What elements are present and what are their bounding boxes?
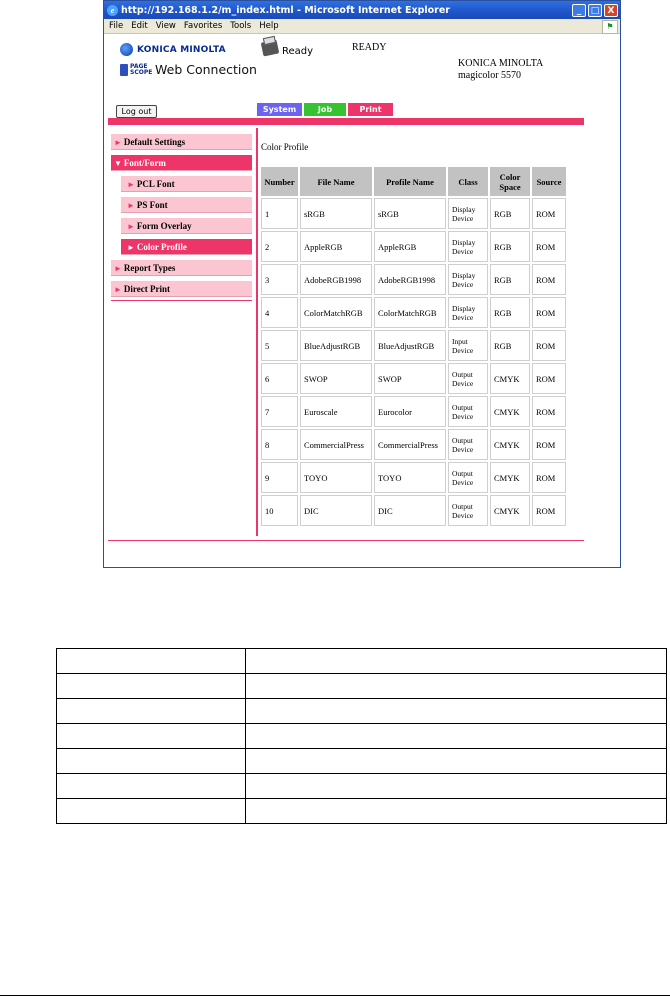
empty-cell <box>57 799 246 824</box>
cell-profile-name: ColorMatchRGB <box>374 297 446 328</box>
cell-color-space: CMYK <box>490 495 530 526</box>
cell-file-name: AdobeRGB1998 <box>300 264 372 295</box>
cell-class: Output Device <box>448 396 488 427</box>
table-row <box>57 724 667 749</box>
cell-source: ROM <box>532 429 566 460</box>
pagescope-icon <box>120 64 128 76</box>
arrow-right-icon: ► <box>127 243 135 252</box>
cell-number: 8 <box>261 429 298 460</box>
table-header-row <box>261 167 566 196</box>
cell-number: 6 <box>261 363 298 394</box>
menu-help[interactable]: Help <box>259 21 279 31</box>
table-row <box>261 495 566 526</box>
empty-cell <box>246 774 667 799</box>
browser-window <box>103 0 621 568</box>
cell-class: Display Device <box>448 231 488 262</box>
printer-status: READY <box>352 42 387 53</box>
cell-profile-name: TOYO <box>374 462 446 493</box>
empty-cell <box>57 774 246 799</box>
cell-color-space: RGB <box>490 198 530 229</box>
sidebar-item-font-form[interactable]: ▼ Font/Form <box>111 155 252 171</box>
cell-color-space: CMYK <box>490 462 530 493</box>
logout-button[interactable]: Log out <box>116 105 157 118</box>
table-row <box>261 396 566 427</box>
arrow-down-icon: ▼ <box>114 159 122 168</box>
sidebar-item-pcl-font[interactable]: ► PCL Font <box>121 176 252 192</box>
table-row <box>57 674 667 699</box>
cell-profile-name: AppleRGB <box>374 231 446 262</box>
model-line2: magicolor 5570 <box>458 70 522 81</box>
table-row <box>57 799 667 824</box>
brand-name: KONICA MINOLTA <box>137 44 226 55</box>
menu-bar <box>104 19 620 34</box>
vertical-divider <box>256 128 258 536</box>
cell-source: ROM <box>532 297 566 328</box>
menu-edit[interactable]: Edit <box>131 21 148 31</box>
cell-number: 4 <box>261 297 298 328</box>
cell-number: 10 <box>261 495 298 526</box>
cell-source: ROM <box>532 396 566 427</box>
cell-profile-name: DIC <box>374 495 446 526</box>
cell-source: ROM <box>532 264 566 295</box>
cell-class: Input Device <box>448 330 488 361</box>
empty-cell <box>57 699 246 724</box>
cell-source: ROM <box>532 231 566 262</box>
cell-number: 7 <box>261 396 298 427</box>
table-row <box>57 749 667 774</box>
cell-file-name: Euroscale <box>300 396 372 427</box>
cell-class: Display Device <box>448 297 488 328</box>
cell-number: 2 <box>261 231 298 262</box>
page-footer-line <box>0 995 670 996</box>
cell-class: Output Device <box>448 462 488 493</box>
cell-file-name: CommercialPress <box>300 429 372 460</box>
cell-color-space: CMYK <box>490 363 530 394</box>
cell-file-name: DIC <box>300 495 372 526</box>
model-info <box>458 58 543 82</box>
cell-file-name: SWOP <box>300 363 372 394</box>
color-profile-table <box>259 165 568 528</box>
cell-file-name: sRGB <box>300 198 372 229</box>
table-row <box>261 198 566 229</box>
tab-system[interactable]: System <box>257 103 302 116</box>
pagescope-small-text: PAGE SCOPE <box>130 62 153 76</box>
sidebar-item-color-profile[interactable]: ► Color Profile <box>121 239 252 255</box>
tab-job[interactable]: Job <box>304 103 346 116</box>
ie-logo-icon: e <box>107 5 118 16</box>
cell-profile-name: SWOP <box>374 363 446 394</box>
empty-cell <box>57 674 246 699</box>
cell-file-name: BlueAdjustRGB <box>300 330 372 361</box>
table-row <box>57 774 667 799</box>
cell-file-name: ColorMatchRGB <box>300 297 372 328</box>
arrow-right-icon: ► <box>127 222 135 231</box>
title-bar <box>104 1 620 19</box>
cell-file-name: TOYO <box>300 462 372 493</box>
table-row <box>261 330 566 361</box>
window-title: http://192.168.1.2/m_index.html - Microsoft Internet Explorer <box>121 4 450 16</box>
empty-cell <box>246 799 667 824</box>
konica-globe-icon <box>120 43 133 56</box>
table-row <box>261 462 566 493</box>
cell-color-space: RGB <box>490 330 530 361</box>
col-number: Number <box>261 167 298 196</box>
empty-cell <box>57 749 246 774</box>
empty-cell <box>246 649 667 674</box>
ready-label: Ready <box>282 46 314 57</box>
empty-cell <box>246 699 667 724</box>
product-name: Web Connection <box>155 62 257 77</box>
cell-class: Display Device <box>448 198 488 229</box>
sidebar-divider <box>111 300 252 301</box>
cell-source: ROM <box>532 363 566 394</box>
cell-profile-name: BlueAdjustRGB <box>374 330 446 361</box>
menu-favorites[interactable]: Favorites <box>183 21 223 31</box>
cell-source: ROM <box>532 330 566 361</box>
cell-class: Output Device <box>448 363 488 394</box>
table-row <box>261 297 566 328</box>
page-title: Color Profile <box>261 142 309 152</box>
arrow-right-icon: ► <box>114 285 122 294</box>
sidebar-item-direct-print[interactable]: ► Direct Print <box>111 281 252 297</box>
maximize-button[interactable]: □ <box>588 4 602 17</box>
empty-cell <box>246 724 667 749</box>
page-header <box>104 34 620 114</box>
col-color-space: Color Space <box>490 167 530 196</box>
arrow-right-icon: ► <box>114 264 122 273</box>
printer-icon <box>261 39 280 56</box>
minimize-button[interactable]: _ <box>572 4 586 17</box>
cell-color-space: RGB <box>490 231 530 262</box>
cell-color-space: RGB <box>490 264 530 295</box>
cell-source: ROM <box>532 495 566 526</box>
cell-color-space: CMYK <box>490 396 530 427</box>
col-source: Source <box>532 167 566 196</box>
sidebar-item-report-types[interactable]: ► Report Types <box>111 260 252 276</box>
cell-color-space: RGB <box>490 297 530 328</box>
konica-logo <box>120 43 226 56</box>
col-profile-name: Profile Name <box>374 167 446 196</box>
empty-cell <box>57 649 246 674</box>
table-row <box>261 429 566 460</box>
cell-class: Output Device <box>448 495 488 526</box>
header-divider <box>108 118 584 125</box>
cell-color-space: CMYK <box>490 429 530 460</box>
cell-profile-name: sRGB <box>374 198 446 229</box>
pagescope-logo <box>120 62 257 77</box>
table-row <box>261 264 566 295</box>
sidebar-item-ps-font[interactable]: ► PS Font <box>121 197 252 213</box>
cell-profile-name: AdobeRGB1998 <box>374 264 446 295</box>
cell-class: Output Device <box>448 429 488 460</box>
arrow-right-icon: ► <box>127 201 135 210</box>
arrow-right-icon: ► <box>127 180 135 189</box>
cell-number: 9 <box>261 462 298 493</box>
model-line1: KONICA MINOLTA <box>458 58 544 69</box>
empty-cell <box>246 674 667 699</box>
windows-flag-icon: ⚑ <box>602 20 618 34</box>
cell-source: ROM <box>532 198 566 229</box>
cell-file-name: AppleRGB <box>300 231 372 262</box>
cell-profile-name: CommercialPress <box>374 429 446 460</box>
empty-cell <box>246 749 667 774</box>
footer-divider <box>108 540 584 541</box>
close-button[interactable]: X <box>604 4 618 17</box>
sidebar-item-form-overlay[interactable]: ► Form Overlay <box>121 218 252 234</box>
sidebar-item-default-settings[interactable]: ► Default Settings <box>111 134 252 150</box>
col-file-name: File Name <box>300 167 372 196</box>
table-row <box>261 231 566 262</box>
table-row <box>57 649 667 674</box>
tab-bar <box>257 103 395 116</box>
cell-profile-name: Eurocolor <box>374 396 446 427</box>
menu-view[interactable]: View <box>155 21 176 31</box>
table-row <box>57 699 667 724</box>
menu-tools[interactable]: Tools <box>230 21 252 31</box>
col-class: Class <box>448 167 488 196</box>
sidebar-nav <box>111 134 252 302</box>
cell-number: 1 <box>261 198 298 229</box>
tab-print[interactable]: Print <box>348 103 393 116</box>
empty-cell <box>57 724 246 749</box>
cell-number: 5 <box>261 330 298 361</box>
cell-source: ROM <box>532 462 566 493</box>
cell-number: 3 <box>261 264 298 295</box>
menu-file[interactable]: File <box>109 21 124 31</box>
arrow-right-icon: ► <box>114 138 122 147</box>
table-row <box>261 363 566 394</box>
cell-class: Display Device <box>448 264 488 295</box>
empty-table <box>56 648 667 824</box>
